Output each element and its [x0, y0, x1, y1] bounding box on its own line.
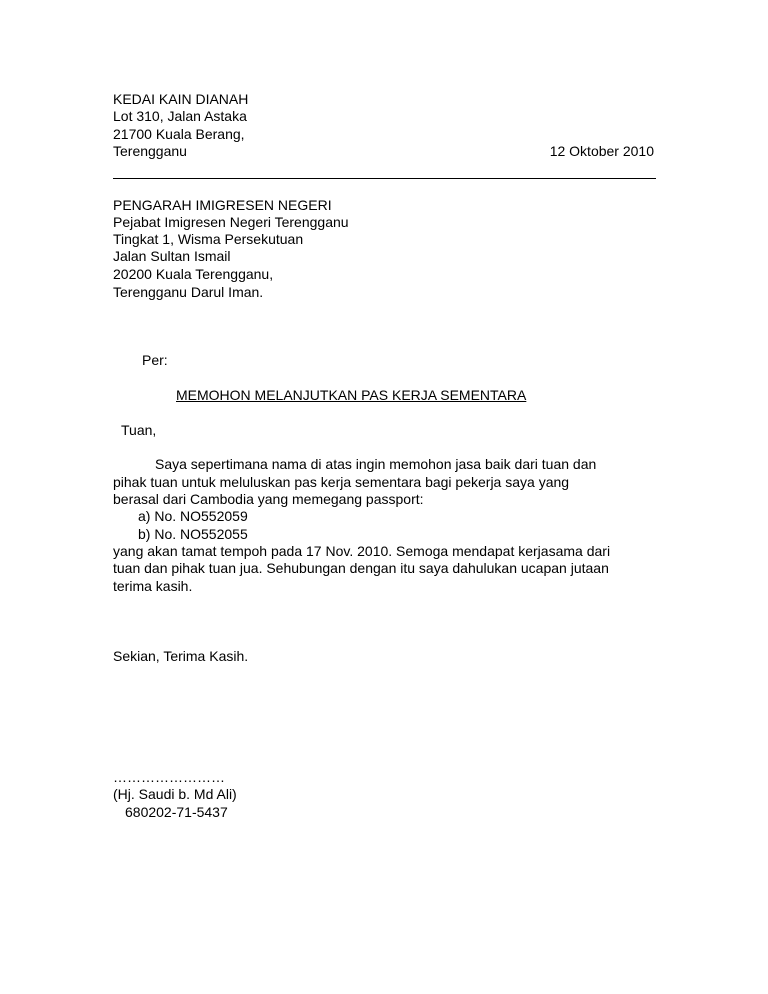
recipient-line: Tingkat 1, Wisma Persekutuan — [113, 231, 304, 247]
body-line: pihak tuan untuk meluluskan pas kerja sementara bagi pekerja saya yang — [113, 474, 570, 490]
signature-dots: …………………… — [113, 769, 225, 785]
closing: Sekian, Terima Kasih. — [113, 648, 249, 664]
sender-line: Terengganu — [113, 143, 187, 159]
recipient-line: 20200 Kuala Terengganu, — [113, 266, 274, 282]
body-line: Saya sepertimana nama di atas ingin memohon jasa baik dari tuan dan — [155, 456, 597, 472]
recipient-line: Jalan Sultan Ismail — [113, 248, 231, 264]
body-line: yang akan tamat tempoh pada 17 Nov. 2010. Semoga mendapat kerjasama dari — [113, 543, 611, 559]
signatory-name: (Hj. Saudi b. Md Ali) — [113, 786, 237, 802]
recipient-line: Pejabat Imigresen Negeri Terengganu — [113, 214, 349, 230]
letter-date: 12 Oktober 2010 — [549, 143, 654, 159]
body-line: terima kasih. — [113, 578, 193, 594]
signatory-ic: 680202-71-5437 — [125, 804, 228, 820]
sender-line: Lot 310, Jalan Astaka — [113, 108, 247, 124]
passport-item: b) No. NO552055 — [138, 526, 248, 542]
body-line: tuan dan pihak tuan jua. Sehubungan dengan itu saya dahulukan ucapan jutaan — [113, 560, 609, 576]
sender-line: 21700 Kuala Berang, — [113, 126, 245, 142]
body-line: berasal dari Cambodia yang memegang passport: — [113, 491, 424, 507]
recipient-line: Terengganu Darul Iman. — [113, 284, 264, 300]
passport-item: a) No. NO552059 — [138, 508, 248, 524]
recipient-line: PENGARAH IMIGRESEN NEGERI — [113, 197, 332, 213]
salutation: Tuan, — [121, 422, 157, 438]
subject-line: MEMOHON MELANJUTKAN PAS KERJA SEMENTARA — [176, 387, 527, 403]
header-divider — [113, 178, 656, 179]
sender-line: KEDAI KAIN DIANAH — [113, 91, 249, 107]
per-label: Per: — [142, 352, 168, 368]
